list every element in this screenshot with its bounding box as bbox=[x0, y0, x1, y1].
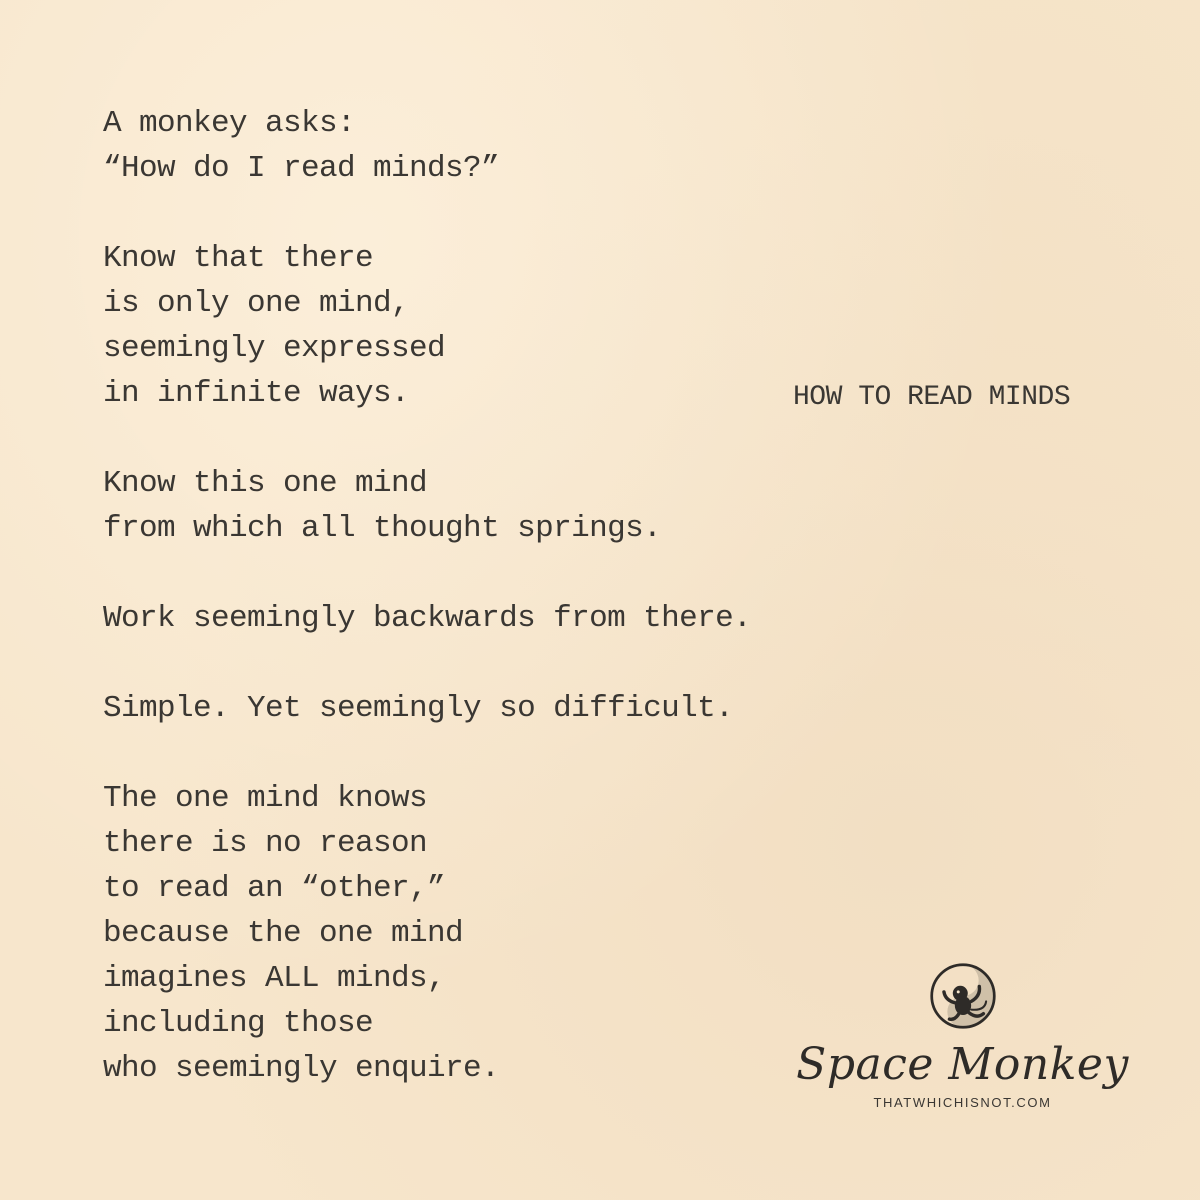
poem-stanza bbox=[103, 101, 803, 191]
poem-stanza bbox=[103, 596, 803, 641]
poem-line: Know that there bbox=[103, 241, 374, 276]
poem-line: Simple. Yet seemingly so difficult. bbox=[103, 691, 734, 726]
poem-line: who seemingly enquire. bbox=[103, 1051, 500, 1086]
poem bbox=[103, 101, 803, 1091]
poem-line: from which all thought springs. bbox=[103, 511, 662, 546]
brand-name: Space Monkey bbox=[796, 1039, 1129, 1090]
monkey-yin-yang-logo-icon bbox=[929, 962, 997, 1030]
poem-line: because the one mind bbox=[103, 916, 464, 951]
poem-stanza bbox=[103, 236, 803, 416]
page-title: HOW TO READ MINDS bbox=[793, 382, 1071, 413]
poem-line: Know this one mind bbox=[103, 466, 428, 501]
poem-stanza bbox=[103, 686, 803, 731]
poem-line: The one mind knows bbox=[103, 781, 428, 816]
poem-line: Work seemingly backwards from there. bbox=[103, 601, 752, 636]
poem-line: including those bbox=[103, 1006, 374, 1041]
poem-line: imagines ALL minds, bbox=[103, 961, 446, 996]
poem-stanza bbox=[103, 776, 803, 1091]
poem-line: is only one mind, bbox=[103, 286, 410, 321]
poem-line: seemingly expressed bbox=[103, 331, 446, 366]
brand-signature bbox=[790, 962, 1135, 1112]
poem-line: to read an “other,” bbox=[103, 871, 446, 906]
poem-line: in infinite ways. bbox=[103, 376, 410, 411]
poem-line: “How do I read minds?” bbox=[103, 151, 500, 186]
poem-line: A monkey asks: bbox=[103, 106, 356, 141]
poem-stanza bbox=[103, 461, 803, 551]
poem-line: there is no reason bbox=[103, 826, 428, 861]
brand-url: THATWHICHISNOT.COM bbox=[873, 1095, 1052, 1110]
